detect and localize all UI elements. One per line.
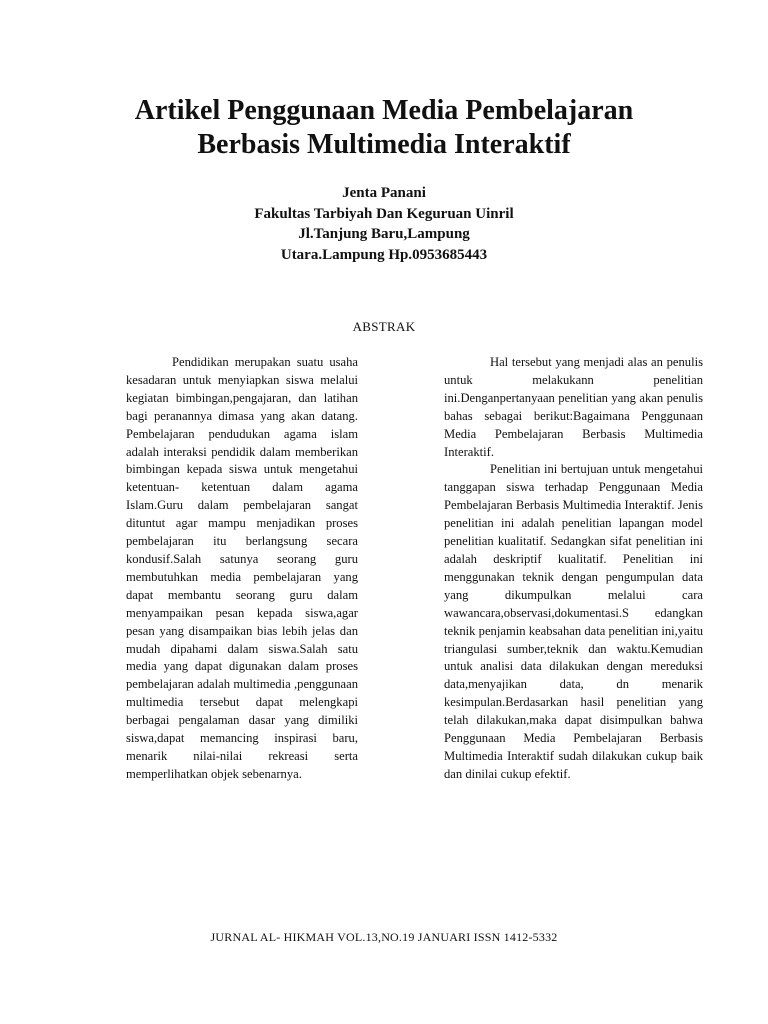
- title-line-1: Artikel Penggunaan Media Pembelajaran: [134, 95, 634, 126]
- abstract-heading: ABSTRAK: [352, 319, 416, 334]
- author-name: Jenta Panani: [342, 185, 426, 201]
- author-block: [100, 183, 668, 265]
- article-title: [60, 94, 708, 162]
- left-paragraph-1: Pendidikan merupakan suatu usaha kesadaran untuk menyiapkan siswa melalui kegiatan bimbingan,pengajaran, dan latihan bagi peranannya dimasa yang akan datang. Pembelajaran pendudukan agama islam adalah interaksi pendidik dalam memberikan bimbingan kepada siswa untuk mengetahui ketentuan- ketentuan dalam agama Islam.Guru dalam pembelajaran sangat dituntut agar mampu menjadikan proses pembelajaran itu berlangsung secara kondusif.Salah satunya seorang guru membutuhkan media pembelajaran yang dapat membantu seorang guru dalam menyampaikan pesan kepada siswa,agar pesan yang disampaikan bias lebih jelas dan mudah dipahami dalam siswa.Salah satu media yang dapat digunakan dalam proses pembelajaran adalah multimedia ,penggunaan multimedia tersebut dapat melengkapi berbagai pengalaman dasar yang dimiliki siswa,dapat memancing inspirasi baru, menarik nilai-nilai rekreasi serta memperlihatkan objek sebenarnya.: [126, 355, 358, 781]
- author-address-2: Utara.Lampung Hp.0953685443: [280, 246, 488, 263]
- right-paragraph-2: Penelitian ini bertujuan untuk mengetahui tanggapan siswa terhadap Penggunaan Media Pembelajaran Berbasis Multimedia Interaktif. Jenis penelitian ini adalah penelitian lapangan model penelitian kualitatif. Sedangkan sifat penelitian ini adalah deskriptif kualitatif. Penelitian ini menggunakan teknik dengan pengumpulan data yang dikumpulkan melalui cara wawancara,observasi,dokumentasi.S edangkan teknik penjamin keabsahan data penelitian ini,yaitu triangulasi sumber,teknik dan waktu.Kemudian untuk analisi data dilakukan dengan mereduksi data,menyajikan data, dn menarik kesimpulan.Berdasarkan hasil penelitian yang telah dilakukan,maka dapat disimpulkan bahwa Penggunaan Media Pembelajaran Berbasis Multimedia Interaktif sudah dilakukan cukup baik dan dinilai cukup efektif.: [444, 462, 703, 781]
- right-paragraph-1: Hal tersebut yang menjadi alas an penulis untuk melakukann penelitian ini.Denganpertanyaan penelitian yang akan penulis bahas sebagai berikut:Bagaimana Penggunaan Media Pembelajaran Berbasis Multimedia Interaktif.: [444, 355, 703, 459]
- title-line-2: Berbasis Multimedia Interaktif: [197, 129, 571, 160]
- journal-footer: JURNAL AL- HIKMAH VOL.13,NO.19 JANUARI ISSN 1412-5332: [210, 930, 558, 944]
- abstract-left-column: [126, 354, 358, 784]
- author-affiliation: Fakultas Tarbiyah Dan Keguruan Uinril: [254, 205, 514, 222]
- author-address-1: Jl.Tanjung Baru,Lampung: [298, 226, 470, 242]
- abstract-right-column: [444, 354, 703, 784]
